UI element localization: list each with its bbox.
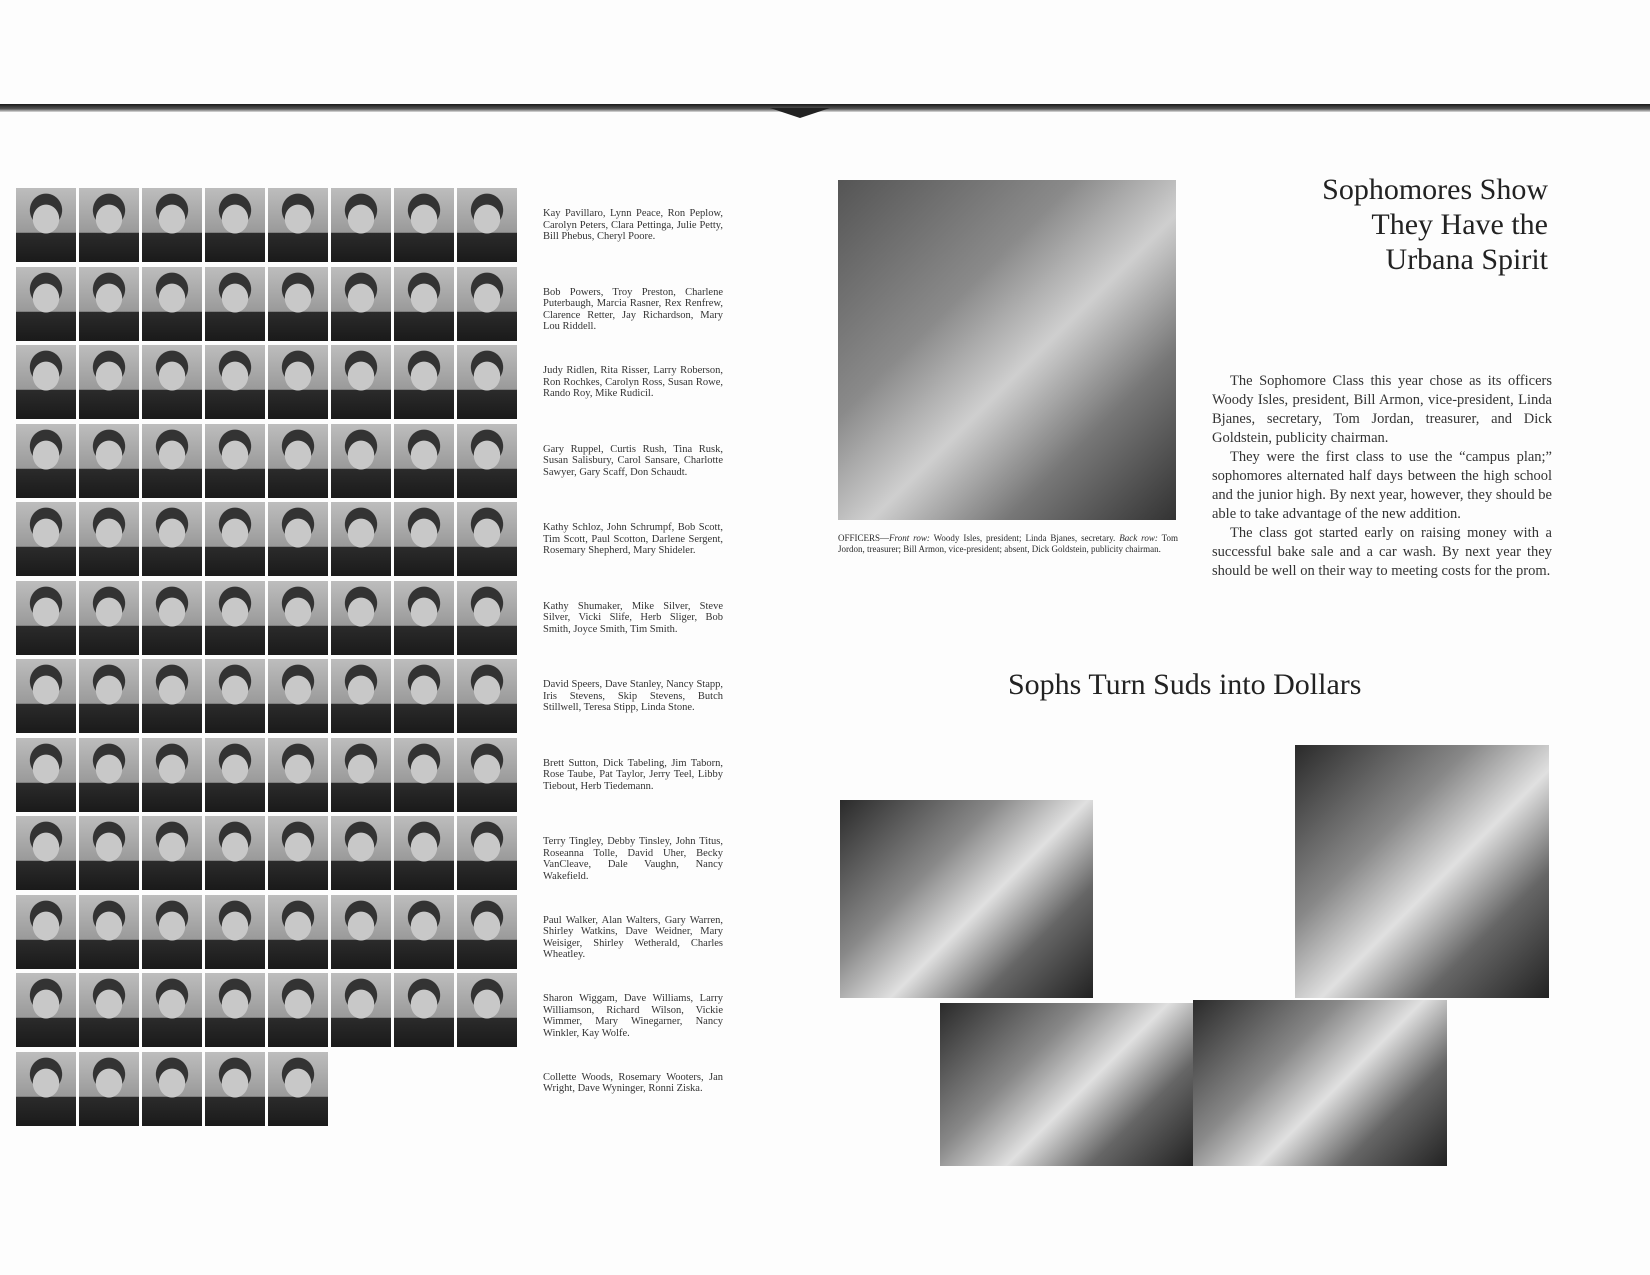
headline-line: Sophomores Show bbox=[1322, 173, 1548, 206]
student-portrait bbox=[16, 1052, 76, 1126]
article-body bbox=[1212, 372, 1552, 581]
student-portrait bbox=[79, 895, 139, 969]
caption-front-label: Front row: bbox=[889, 533, 930, 543]
student-portrait bbox=[16, 581, 76, 655]
student-portrait bbox=[331, 659, 391, 733]
student-portrait bbox=[457, 738, 517, 812]
student-portrait bbox=[205, 188, 265, 262]
car-wash-photo-boy bbox=[840, 800, 1093, 998]
student-portrait bbox=[457, 424, 517, 498]
student-portrait bbox=[394, 424, 454, 498]
body-paragraph: The class got started early on raising money with a successful bake sale and a car wash. By next year they should be well on their way to meeting costs for the prom. bbox=[1212, 525, 1552, 579]
name-group: Terry Tingley, Debby Tinsley, John Titus, Roseanna Tolle, David Uher, Becky VanCleave, Dale Vaughn, Nancy Wakefield. bbox=[543, 836, 723, 882]
student-portrait bbox=[268, 424, 328, 498]
student-portrait bbox=[142, 267, 202, 341]
name-group: Kathy Shumaker, Mike Silver, Steve Silver, Vicki Slife, Herb Sliger, Bob Smith, Joyce Smith, Tim Smith. bbox=[543, 600, 723, 635]
student-portrait bbox=[394, 816, 454, 890]
student-portrait bbox=[268, 816, 328, 890]
name-group: David Speers, Dave Stanley, Nancy Stapp, Iris Stevens, Skip Stevens, Butch Stillwell, Teresa Stipp, Linda Stone. bbox=[543, 679, 723, 713]
student-portrait bbox=[205, 267, 265, 341]
student-portrait bbox=[268, 267, 328, 341]
student-portrait bbox=[205, 581, 265, 655]
student-portrait bbox=[79, 581, 139, 655]
student-portrait bbox=[457, 895, 517, 969]
student-portrait bbox=[394, 188, 454, 262]
caption-front-text: Woody Isles, president; Linda Bjanes, secretary. bbox=[929, 533, 1120, 543]
name-group: Kay Pavillaro, Lynn Peace, Ron Peplow, Carolyn Peters, Clara Pettinga, Julie Petty, Bill Phebus, Cheryl Poore. bbox=[543, 208, 723, 242]
sub-headline: Sophs Turn Suds into Dollars bbox=[1008, 668, 1362, 701]
student-portrait bbox=[331, 973, 391, 1047]
student-portrait bbox=[457, 345, 517, 419]
officers-photo bbox=[838, 180, 1176, 520]
student-portrait bbox=[79, 1052, 139, 1126]
student-portrait bbox=[142, 659, 202, 733]
car-wash-photo-girls bbox=[1193, 1000, 1447, 1166]
student-portrait bbox=[142, 816, 202, 890]
student-portrait bbox=[394, 581, 454, 655]
student-portrait bbox=[268, 581, 328, 655]
name-group: Sharon Wiggam, Dave Williams, Larry Williamson, Richard Wilson, Vickie Wimmer, Mary Winegarner, Nancy Winkler, Kay Wolfe. bbox=[543, 993, 723, 1039]
student-portrait bbox=[331, 816, 391, 890]
name-group: Collette Woods, Rosemary Wooters, Jan Wright, Dave Wyninger, Ronni Ziska. bbox=[543, 1071, 723, 1094]
car-wash-photo-group bbox=[940, 1003, 1193, 1166]
student-portrait bbox=[79, 973, 139, 1047]
student-portrait bbox=[16, 267, 76, 341]
student-portrait bbox=[394, 345, 454, 419]
student-portrait bbox=[16, 345, 76, 419]
student-portrait bbox=[16, 424, 76, 498]
student-portrait bbox=[79, 188, 139, 262]
student-portrait bbox=[268, 1052, 328, 1126]
student-portrait bbox=[268, 659, 328, 733]
student-portrait bbox=[142, 581, 202, 655]
student-portrait bbox=[205, 816, 265, 890]
student-portrait bbox=[16, 973, 76, 1047]
student-portrait bbox=[331, 895, 391, 969]
student-portrait bbox=[142, 345, 202, 419]
student-portrait bbox=[16, 816, 76, 890]
student-portrait bbox=[394, 502, 454, 576]
student-portrait bbox=[79, 424, 139, 498]
student-portrait bbox=[457, 659, 517, 733]
student-portrait bbox=[457, 816, 517, 890]
student-portrait bbox=[142, 188, 202, 262]
student-portrait bbox=[205, 1052, 265, 1126]
caption-lead: OFFICERS— bbox=[838, 533, 890, 543]
student-portrait bbox=[457, 502, 517, 576]
student-portrait bbox=[331, 424, 391, 498]
student-portrait bbox=[79, 738, 139, 812]
student-portrait bbox=[205, 345, 265, 419]
student-portrait bbox=[394, 973, 454, 1047]
student-portrait bbox=[142, 1052, 202, 1126]
student-portrait bbox=[16, 738, 76, 812]
name-group: Brett Sutton, Dick Tabeling, Jim Taborn, Rose Taube, Pat Taylor, Jerry Teel, Libby Tiebout, Herb Tiedemann. bbox=[543, 757, 723, 792]
student-portrait bbox=[205, 738, 265, 812]
student-portrait bbox=[394, 895, 454, 969]
student-portrait bbox=[79, 659, 139, 733]
body-paragraph: They were the first class to use the “campus plan;” sophomores alternated half days between the high school and the junior high. By next year, however, they should be able to take advantage of the new addition. bbox=[1212, 449, 1552, 522]
student-portrait bbox=[205, 973, 265, 1047]
student-portrait bbox=[205, 502, 265, 576]
headline-line: Urbana Spirit bbox=[1385, 243, 1548, 276]
officers-caption bbox=[838, 533, 1178, 554]
student-portrait bbox=[205, 424, 265, 498]
name-group: Paul Walker, Alan Walters, Gary Warren, Shirley Watkins, Dave Weidner, Mary Weisiger, Shirley Wetherald, Charles Wheatley. bbox=[543, 914, 723, 960]
page-headline bbox=[1322, 172, 1548, 277]
student-portrait bbox=[142, 502, 202, 576]
student-portrait bbox=[394, 267, 454, 341]
student-portrait bbox=[331, 502, 391, 576]
body-paragraph: The Sophomore Class this year chose as its officers Woody Isles, president, Bill Armon, vice-president, Linda Bjanes, secretary, Tom Jordan, treasurer, and Dick Goldstein, publicity chairman. bbox=[1212, 373, 1552, 446]
name-group: Kathy Schloz, John Schrumpf, Bob Scott, Tim Scott, Paul Scotton, Darlene Sergent, Rosemary Shepherd, Mary Shideler. bbox=[543, 522, 723, 556]
student-portrait bbox=[457, 267, 517, 341]
student-portrait bbox=[457, 188, 517, 262]
student-portrait bbox=[79, 267, 139, 341]
student-portrait bbox=[331, 581, 391, 655]
name-group: Bob Powers, Troy Preston, Charlene Puterbaugh, Marcia Rasner, Rex Renfrew, Clarence Retter, Jay Richardson, Mary Lou Riddell. bbox=[543, 286, 723, 332]
student-portrait bbox=[394, 738, 454, 812]
student-portrait bbox=[79, 502, 139, 576]
student-portrait bbox=[331, 267, 391, 341]
student-portrait bbox=[457, 973, 517, 1047]
student-portrait bbox=[79, 345, 139, 419]
student-portrait bbox=[16, 659, 76, 733]
student-portrait bbox=[331, 188, 391, 262]
car-wash-photo-girl bbox=[1295, 745, 1549, 998]
student-portrait bbox=[268, 895, 328, 969]
caption-back-label: Back row: bbox=[1119, 533, 1158, 543]
student-portrait bbox=[457, 581, 517, 655]
student-portrait bbox=[205, 659, 265, 733]
student-portrait bbox=[268, 345, 328, 419]
name-group: Gary Ruppel, Curtis Rush, Tina Rusk, Susan Salisbury, Carol Sansare, Charlotte Sawyer, Gary Scaff, Don Schaudt. bbox=[543, 443, 723, 478]
student-portrait bbox=[394, 659, 454, 733]
student-portrait bbox=[268, 973, 328, 1047]
student-portrait bbox=[205, 895, 265, 969]
student-portrait bbox=[16, 895, 76, 969]
student-portrait bbox=[16, 188, 76, 262]
caption-back-text: Tom Jordon, treasurer; Bill Armon, vice-president; absent, Dick Goldstein, publicity chairman. bbox=[838, 533, 1178, 554]
student-portrait bbox=[331, 738, 391, 812]
student-portrait bbox=[268, 502, 328, 576]
student-portrait bbox=[142, 973, 202, 1047]
name-group: Judy Ridlen, Rita Risser, Larry Roberson, Ron Rochkes, Carolyn Ross, Susan Rowe, Rando Roy, Mike Rudicil. bbox=[543, 365, 723, 399]
binding-notch bbox=[770, 108, 830, 118]
student-portrait bbox=[331, 345, 391, 419]
student-portrait bbox=[16, 502, 76, 576]
student-portrait bbox=[79, 816, 139, 890]
student-portrait bbox=[268, 738, 328, 812]
student-portrait bbox=[142, 895, 202, 969]
student-portrait bbox=[268, 188, 328, 262]
headline-line: They Have the bbox=[1371, 208, 1548, 241]
student-portrait bbox=[142, 424, 202, 498]
student-portrait bbox=[142, 738, 202, 812]
